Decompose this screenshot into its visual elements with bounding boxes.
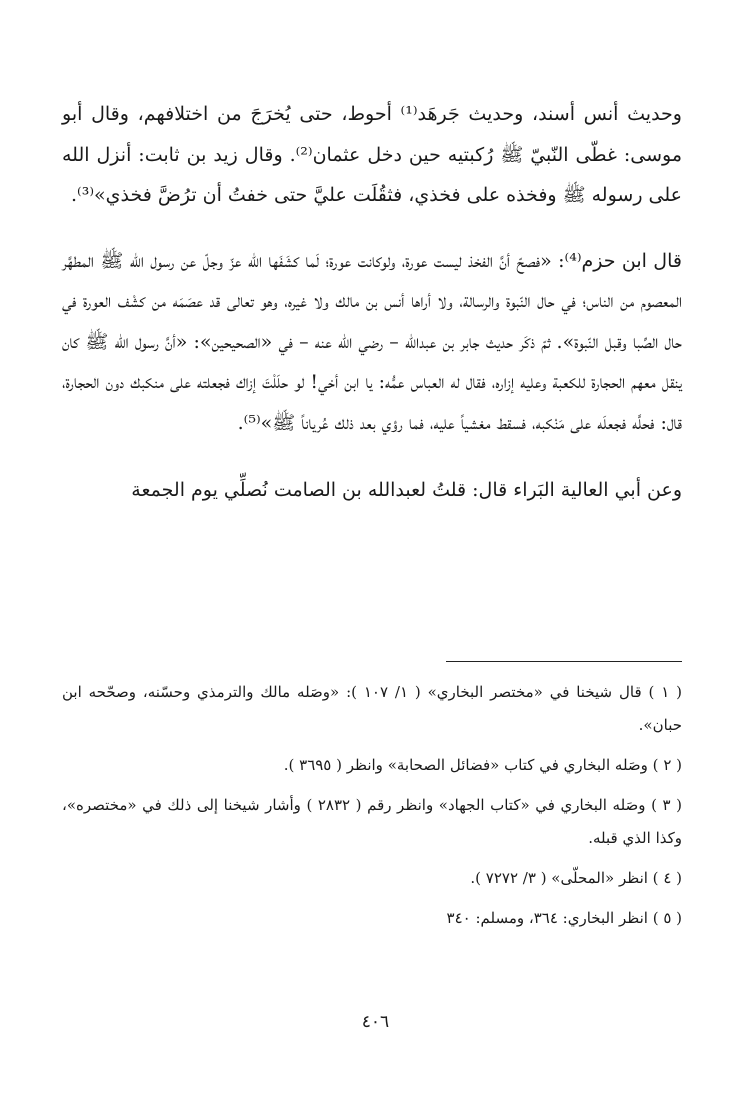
paragraph-2: قال ابن حزم⁽⁴⁾: «فصحّ أنَّ الفخذ ليست عورة، ولوكانت عورة؛ لَما كشَفَها الله عزّ وجلّ عن رسول الله ﷺ المطهَّر المعصوم من الناس؛ في حال النّبوة والرسالة، ولا أراها أنس بن مالك ولا غيره، وهو تعالى قد عصَمَه من كشْف العورة في حال الصِّبا وقبل النّبوة». ثمّ ذكَر حديث جابر بن عبدالله – رضي الله عنه – في «الصحيحين»: «أنَّ رسول الله ﷺ كان ينقل معهم الحجارة للكعبة وعليه إزاره، فقال له العباس عمُّه: يا ابن أخي! لو حلَلْتَ إزاك فجعلته على منكبك دون الحجارة، قال: فحلَّه فجعلَه على مَنْكبه، فسقط مغشياً عليه، فما رؤي بعد ذلك عُرياناً ﷺ»⁽⁵⁾.: [62, 249, 682, 434]
footnotes: [62, 676, 682, 942]
main-text: [62, 94, 682, 511]
page-number: ٤٠٦: [361, 1012, 390, 1032]
footnote-1: ( ١ ) قال شيخنا في «مختصر البخاري» ( ١/ ١٠٧ ): «وصَله مالك والترمذي وحسّنه، وصحّحه ابن حبان».: [62, 683, 682, 734]
footnote-3: ( ٣ ) وصَله البخاري في «كتاب الجهاد» وانظر رقم ( ٢٨٣٢ ) وأشار شيخنا إلى ذلك في «مختصره»، وكذا الذي قبله.: [62, 796, 682, 847]
footnote-2: ( ٢ ) وصَله البخاري في كتاب «فضائل الصحابة» وانظر ( ٣٦٩٥ ).: [283, 756, 682, 774]
paragraph-3: وعن أبي العالية البَراء قال: قلتُ لعبدالله بن الصامت نُصلِّي يوم الجمعة: [131, 479, 682, 501]
footnote-divider: [446, 661, 682, 662]
footnote-5: ( ٥ ) انظر البخاري: ٣٦٤، ومسلم: ٣٤٠: [446, 909, 682, 927]
paragraph-1: وحديث أنس أسند، وحديث جَرهَد⁽¹⁾ أحوط، حتى يُخرَجَ من اختلافهم، وقال أبو موسى: غطّى النّبيّ ﷺ رُكبتيه حين دخل عثمان⁽²⁾. وقال زيد بن ثابت: أنزل الله على رسوله ﷺ وفخذه على فخذي، فثقُلَت عليَّ حتى خفتُ أن ترُضَّ فخذي»⁽³⁾.: [62, 103, 683, 206]
footnote-4: ( ٤ ) انظر «المحلّى» ( ٣/ ٧٢٧٢ ).: [470, 869, 682, 887]
